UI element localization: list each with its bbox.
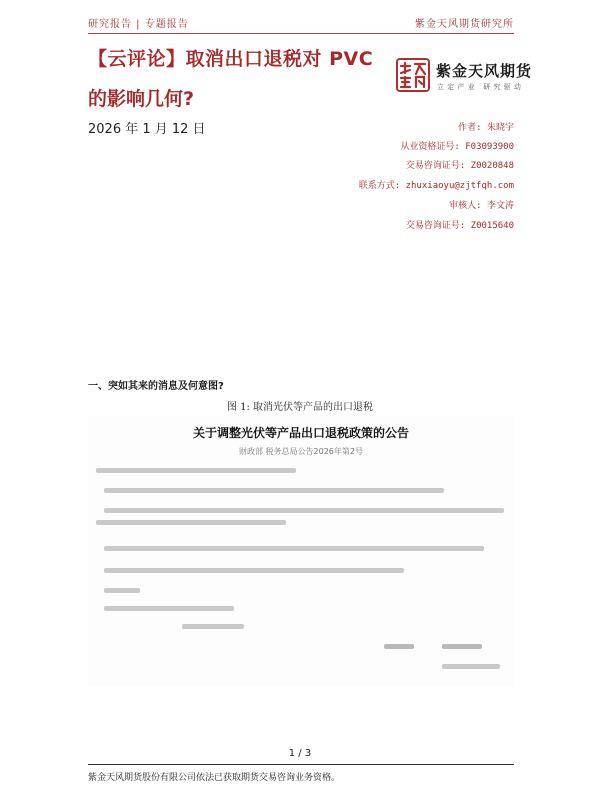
- author-consult-no: 交易咨询证号: Z0020848: [405, 161, 514, 171]
- page-number: 1 / 3: [288, 748, 312, 759]
- footer-divider: [88, 764, 514, 765]
- notice-text-line: [182, 624, 244, 629]
- company-slogan: 立定产业 研究驱动: [437, 83, 525, 91]
- header-divider: [88, 33, 514, 34]
- report-date: 2026 年 1 月 12 日: [88, 122, 206, 137]
- figure-caption: 图 1: 取消光伏等产品的出口退税: [226, 402, 374, 413]
- notice-text-line: [104, 606, 234, 611]
- author-name: 作者: 朱晓宇: [458, 123, 514, 133]
- reviewer-name: 审核人: 李文涛: [449, 201, 514, 211]
- company-name: 紫金天风期货: [436, 62, 533, 80]
- notice-text-line: [96, 468, 296, 473]
- footer-disclaimer: 紫金天风期货股份有限公司依法已获取期货交易咨询业务资格。: [88, 773, 341, 783]
- notice-text-line: [104, 588, 140, 593]
- notice-date: [442, 664, 500, 669]
- notice-signature: [384, 644, 414, 649]
- notice-signature: [442, 644, 482, 649]
- company-logo-seal-icon: [396, 58, 430, 92]
- notice-text-line: [104, 568, 404, 573]
- report-title-line1: 【云评论】取消出口退税对 PVC: [88, 48, 374, 70]
- policy-notice-image: [88, 416, 514, 686]
- notice-text-line: [104, 488, 444, 493]
- header-institute: 紫金天风期货研究所: [415, 19, 514, 30]
- notice-text-line: [104, 546, 484, 551]
- report-title-line2: 的影响几何?: [88, 88, 195, 110]
- header-report-type: 研究报告 | 专题报告: [88, 19, 189, 30]
- section-heading: 一、突如其来的消息及何意图?: [88, 381, 224, 392]
- notice-number: 财政部 税务总局公告2026年第2号: [239, 447, 363, 456]
- author-contact: 联系方式: zhuxiaoyu@zjtfqh.com: [358, 181, 514, 191]
- notice-text-line: [104, 508, 504, 513]
- author-qualification-no: 从业资格证号: F03093900: [400, 142, 514, 152]
- notice-title: 关于调整光伏等产品出口退税政策的公告: [192, 426, 409, 440]
- notice-text-line: [96, 520, 286, 525]
- reviewer-consult-no: 交易咨询证号: Z0015640: [405, 221, 514, 231]
